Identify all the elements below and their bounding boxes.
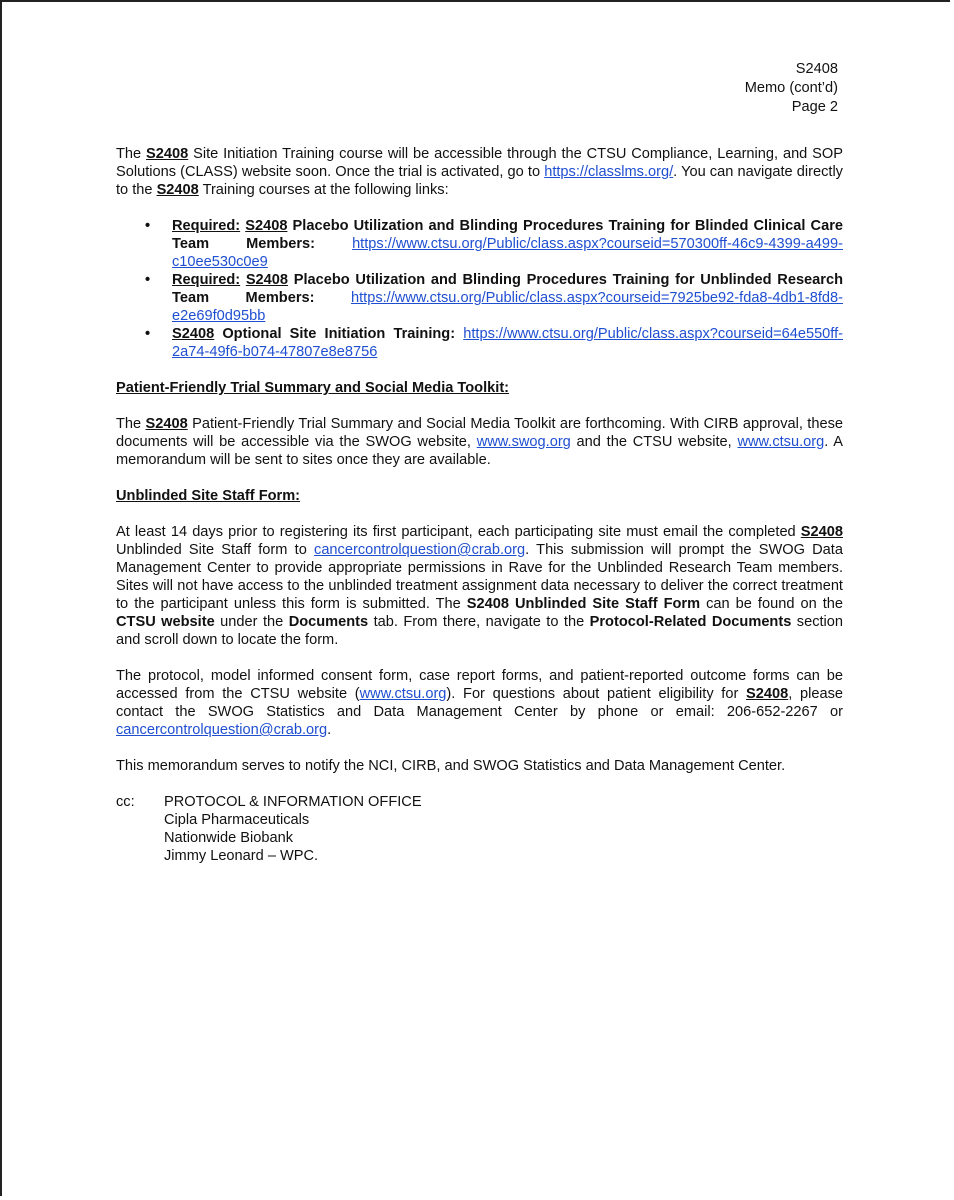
training-list xyxy=(116,217,843,361)
cc-recipient: PROTOCOL & INFORMATION OFFICE xyxy=(164,794,422,810)
training-item-optional: • S2408 Optional Site Initiation Training: https://www.ctsu.org/Public/class.aspx?courseid=64e550ff-2a74-49f6-b074-47807e8e8756 xyxy=(145,326,844,360)
swog-link[interactable]: www.swog.org xyxy=(476,434,571,450)
toolkit-heading: Patient-Friendly Trial Summary and Social Media Toolkit: xyxy=(116,380,510,396)
email-link[interactable]: cancercontrolquestion@crab.org xyxy=(314,542,526,558)
cc-label: cc: xyxy=(116,794,135,810)
staff-form-paragraph: At least 14 days prior to registering its first participant, each participating site must email the completed S2408 Unblinded Site Staff form to cancercontrolquestion@crab.org. This submission will prompt the SWOG Data Management Center to provide appropriate permissions in Rave for the Unblinded Research Team members. Sites will not have access to the unblinded treatment assignment data necessary to deliver the correct treatment to the participant unless this form is submitted. The S2408 Unblinded Site Staff Form can be found on the CTSU website under the Documents tab. From there, navigate to the Protocol-Related Documents section and scroll down to locate the form. xyxy=(116,524,844,648)
bullet-icon: • xyxy=(145,218,151,234)
training-item-blinded: • Required: S2408 Placebo Utilization and Blinding Procedures Training for Blinded Clinical Care Team Members: https://www.ctsu.org/Public/class.aspx?courseid=570300ff-46c9-4399-a499-c10ee530c0e9 xyxy=(145,218,843,270)
cc-recipient: Jimmy Leonard – WPC. xyxy=(164,848,319,864)
page-header xyxy=(745,60,838,117)
bullet-icon: • xyxy=(145,272,151,288)
training-link-blinded[interactable]: https://www.ctsu.org/Public/class.aspx?courseid=570300ff-46c9-4399-a499-c10ee530c0e9 xyxy=(172,236,843,270)
intro-paragraph: The S2408 Site Initiation Training course will be accessible through the CTSU Compliance, Learning, and SOP Solutions (CLASS) website soon. Once the trial is activated, go to https://classlms.org/. You can navigate directly to the S2408 Training courses at the following links: xyxy=(116,146,843,198)
header-page-number: Page 2 xyxy=(791,99,838,115)
cc-recipient: Cipla Pharmaceuticals xyxy=(164,812,310,828)
header-memo: Memo (cont’d) xyxy=(744,80,838,96)
email-link[interactable]: cancercontrolquestion@crab.org xyxy=(116,722,328,738)
training-link-optional[interactable]: https://www.ctsu.org/Public/class.aspx?courseid=64e550ff-2a74-49f6-b074-47807e8e8756 xyxy=(172,326,844,360)
cc-recipients xyxy=(164,793,422,865)
protocol-id: S2408 xyxy=(146,146,189,162)
ctsu-link[interactable]: www.ctsu.org xyxy=(737,434,825,450)
training-link-unblinded[interactable]: https://www.ctsu.org/Public/class.aspx?courseid=7925be92-fda8-4db1-8fd8-e2e69f0d95bb xyxy=(172,290,843,324)
header-protocol: S2408 xyxy=(795,61,838,77)
classlms-link[interactable]: https://classlms.org/ xyxy=(544,164,674,180)
staff-form-heading: Unblinded Site Staff Form: xyxy=(116,488,301,504)
cc-recipient: Nationwide Biobank xyxy=(164,830,293,846)
memo-body xyxy=(116,145,843,865)
notify-paragraph: This memorandum serves to notify the NCI, CIRB, and SWOG Statistics and Data Management Center. xyxy=(116,758,786,774)
cc-block xyxy=(116,793,843,865)
bullet-icon: • xyxy=(145,326,151,342)
protocol-paragraph: The protocol, model informed consent form, case report forms, and patient-reported outcome forms can be accessed from the CTSU website (www.ctsu.org). For questions about patient eligibility for S2408, please contact the SWOG Statistics and Data Management Center by phone or email: 206-652-2267 or cancercontrolquestion@crab.org. xyxy=(116,668,843,738)
ctsu-link[interactable]: www.ctsu.org xyxy=(359,686,447,702)
training-item-unblinded: • Required: S2408 Placebo Utilization and Blinding Procedures Training for Unblinded Research Team Members: https://www.ctsu.org/Public/class.aspx?courseid=7925be92-fda8-4db1-8fd8-e2e69f0d95bb xyxy=(145,272,843,324)
toolkit-paragraph: The S2408 Patient-Friendly Trial Summary and Social Media Toolkit are forthcoming. With CIRB approval, these documents will be accessible via the SWOG website, www.swog.org and the CTSU website, www.ctsu.org. A memorandum will be sent to sites once they are available. xyxy=(116,416,844,468)
protocol-id: S2408 xyxy=(156,182,199,198)
